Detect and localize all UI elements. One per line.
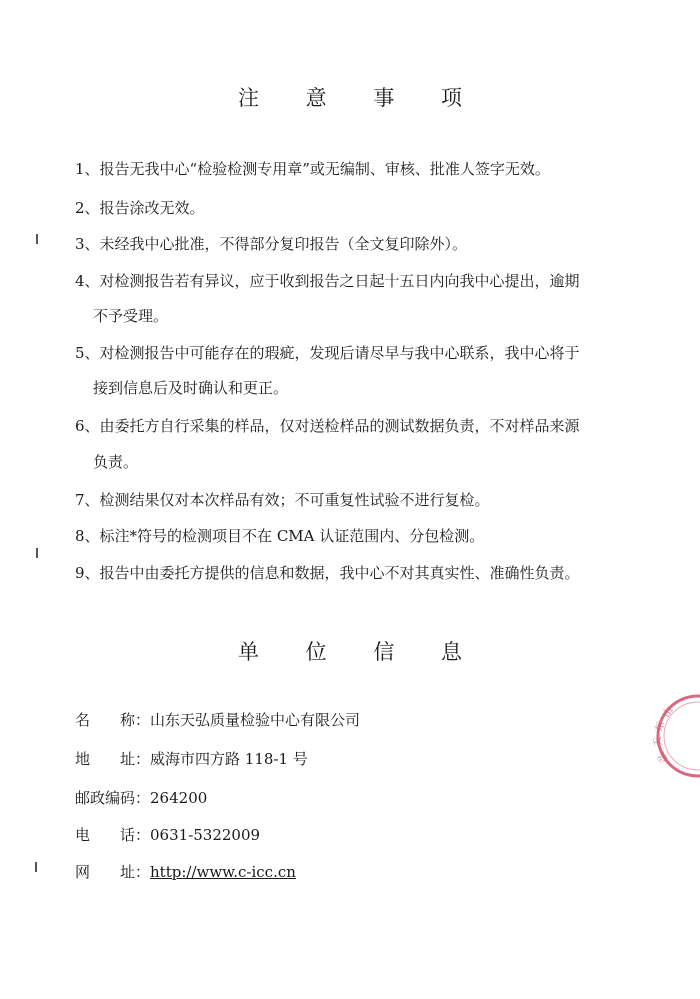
- notice-item-7: 7、检测结果仅对本次样品有效；不可重复性试验不进行复检。: [75, 491, 490, 509]
- unit-phone-row: [75, 825, 260, 845]
- unit-address-value: 威海市四方路 118-1 号: [150, 750, 308, 768]
- unit-postcode-label: 邮政编码：: [75, 789, 151, 807]
- notice-title: 注 意 事 项: [237, 86, 483, 110]
- unit-address-row: [75, 749, 308, 769]
- notice-item-5-continued: 接到信息后及时确认和更正。: [93, 379, 289, 397]
- unit-website-label: 网 址：: [75, 863, 151, 881]
- unit-phone-value: 0631-5322009: [150, 826, 261, 844]
- notice-item-6: 6、由委托方自行采集的样品，仅对送检样品的测试数据负责，不对样品来源: [75, 417, 580, 435]
- svg-text:弘: 弘: [656, 749, 671, 764]
- red-seal-stamp: [646, 690, 700, 780]
- svg-text:东: 东: [654, 720, 667, 733]
- scan-mark: [36, 548, 38, 558]
- notice-item-4: 4、对检测报告若有异议，应于收到报告之日起十五日内向我中心提出，逾期: [75, 272, 580, 290]
- unit-postcode-value: 264200: [150, 789, 208, 807]
- notice-item-9: 9、报告中由委托方提供的信息和数据，我中心不对其真实性、准确性负责。: [75, 564, 580, 582]
- unit-info-title: 单 位 信 息: [237, 640, 483, 664]
- unit-postcode-row: [75, 788, 207, 808]
- notice-item-1: 1、报告无我中心“检验检测专用章”或无编制、审核、批准人签字无效。: [75, 160, 550, 178]
- notice-item-5: 5、对检测报告中可能存在的瑕疵，发现后请尽早与我中心联系，我中心将于: [75, 344, 580, 362]
- unit-address-label: 地 址：: [75, 750, 151, 768]
- unit-website-row: [75, 862, 296, 882]
- notice-item-6-continued: 负责。: [93, 453, 139, 471]
- unit-phone-label: 电 话：: [75, 826, 151, 844]
- scan-mark: [36, 234, 38, 244]
- unit-name-value: 山东天弘质量检验中心有限公司: [150, 711, 361, 729]
- unit-name-label: 名 称：: [75, 711, 151, 729]
- notice-item-8: 8、标注*符号的检测项目不在 CMA 认证范围内、分包检测。: [75, 527, 485, 545]
- notice-item-2: 2、报告涂改无效。: [75, 199, 205, 217]
- notice-item-3: 3、未经我中心批准，不得部分复印报告（全文复印除外）。: [75, 235, 468, 253]
- scan-mark: [35, 862, 37, 872]
- notice-item-4-continued: 不予受理。: [93, 307, 169, 325]
- unit-name-row: [75, 710, 360, 730]
- unit-website-link[interactable]: http://www.c-icc.cn: [150, 863, 296, 881]
- svg-text:天: 天: [652, 735, 665, 748]
- svg-text:山: 山: [661, 705, 676, 720]
